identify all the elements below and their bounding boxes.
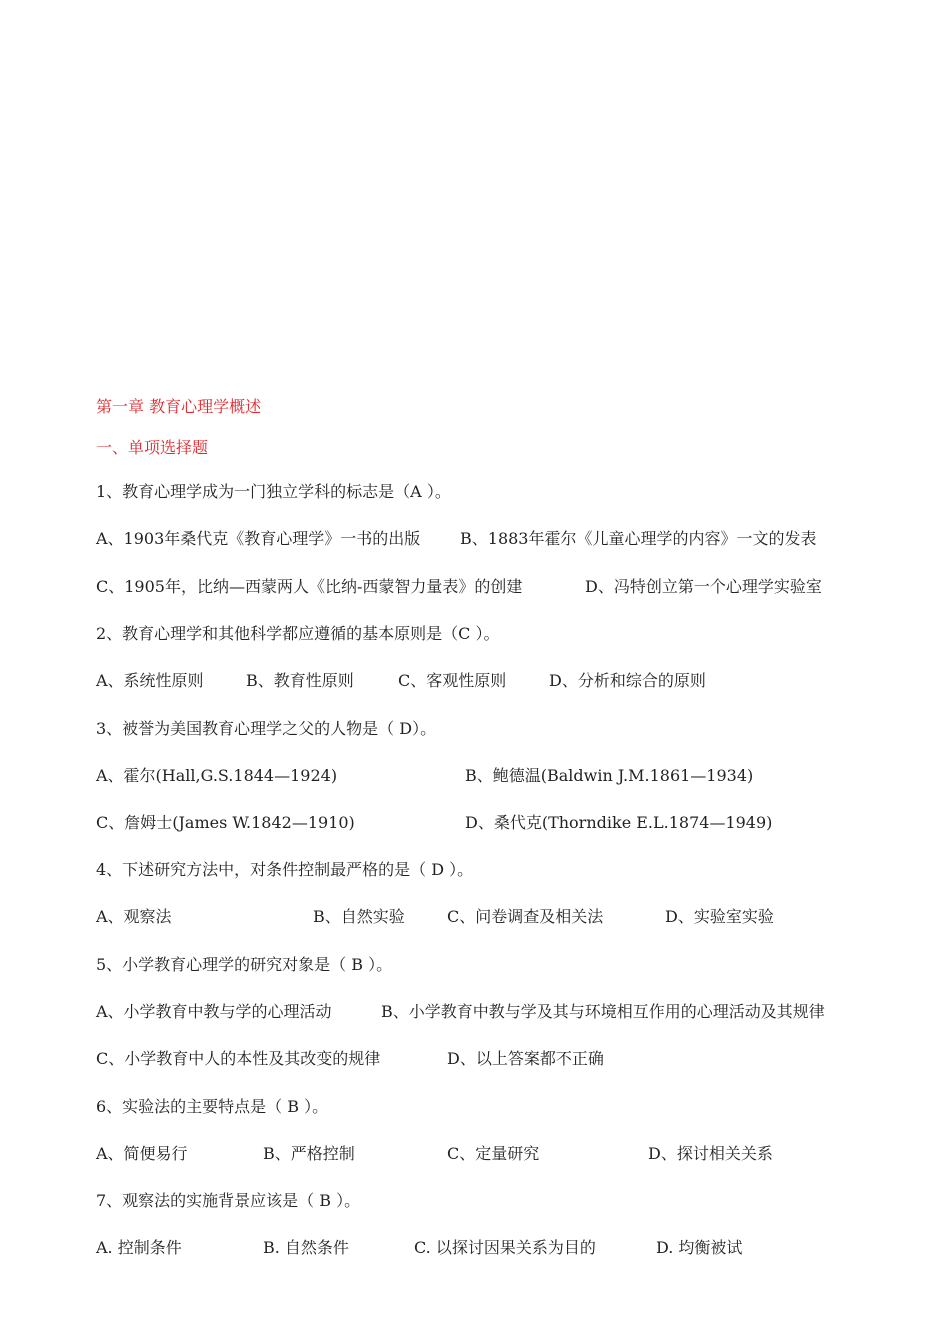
q1-option-b: B、1883年霍尔《儿童心理学的内容》一文的发表 — [460, 529, 817, 548]
q7-option-a: A. 控制条件 — [96, 1238, 182, 1257]
question-3: 3、被誉为美国教育心理学之父的人物是（ D）。 — [96, 719, 437, 738]
q1-option-a: A、1903年桑代克《教育心理学》一书的出版 — [96, 529, 421, 548]
q6-option-b: B、严格控制 — [263, 1144, 355, 1163]
q6-option-a: A、简便易行 — [96, 1144, 188, 1163]
q5-option-b: B、小学教育中教与学及其与环境相互作用的心理活动及其规律 — [381, 1002, 825, 1021]
q6-option-d: D、探讨相关关系 — [648, 1144, 773, 1163]
q2-option-d: D、分析和综合的原则 — [549, 671, 706, 690]
section-title: 一、单项选择题 — [96, 438, 209, 457]
q6-option-c: C、定量研究 — [447, 1144, 540, 1163]
question-5: 5、小学教育心理学的研究对象是（ B ）。 — [96, 955, 393, 974]
q4-option-c: C、问卷调查及相关法 — [447, 907, 604, 926]
q7-option-b: B. 自然条件 — [263, 1238, 349, 1257]
question-7: 7、观察法的实施背景应该是（ B ）。 — [96, 1191, 361, 1210]
q4-option-b: B、自然实验 — [313, 907, 405, 926]
question-4: 4、下述研究方法中，对条件控制最严格的是（ D ）。 — [96, 860, 474, 879]
q2-option-b: B、教育性原则 — [246, 671, 354, 690]
question-2: 2、教育心理学和其他科学都应遵循的基本原则是（C ）。 — [96, 624, 500, 643]
q3-option-c: C、詹姆士(James W.1842—1910) — [96, 813, 355, 832]
q1-option-c: C、1905年，比纳—西蒙两人《比纳-西蒙智力量表》的创建 — [96, 577, 523, 596]
q3-option-a: A、霍尔(Hall,G.S.1844—1924) — [96, 766, 338, 785]
q7-option-d: D. 均衡被试 — [656, 1238, 743, 1257]
q7-option-c: C. 以探讨因果关系为目的 — [414, 1238, 596, 1257]
q3-option-b: B、鲍德温(Baldwin J.M.1861—1934) — [465, 766, 754, 785]
q3-option-d: D、桑代克(Thorndike E.L.1874—1949) — [465, 813, 773, 832]
question-6: 6、实验法的主要特点是（ B ）。 — [96, 1097, 329, 1116]
question-1: 1、教育心理学成为一门独立学科的标志是（A ）。 — [96, 482, 451, 501]
q1-option-d: D、冯特创立第一个心理学实验室 — [585, 577, 822, 596]
q5-option-d: D、以上答案都不正确 — [447, 1049, 604, 1068]
q2-option-c: C、客观性原则 — [398, 671, 507, 690]
q5-option-a: A、小学教育中教与学的心理活动 — [96, 1002, 332, 1021]
q4-option-d: D、实验室实验 — [665, 907, 774, 926]
q2-option-a: A、系统性原则 — [96, 671, 204, 690]
chapter-title: 第一章 教育心理学概述 — [96, 397, 262, 416]
q5-option-c: C、小学教育中人的本性及其改变的规律 — [96, 1049, 381, 1068]
q4-option-a: A、观察法 — [96, 907, 172, 926]
